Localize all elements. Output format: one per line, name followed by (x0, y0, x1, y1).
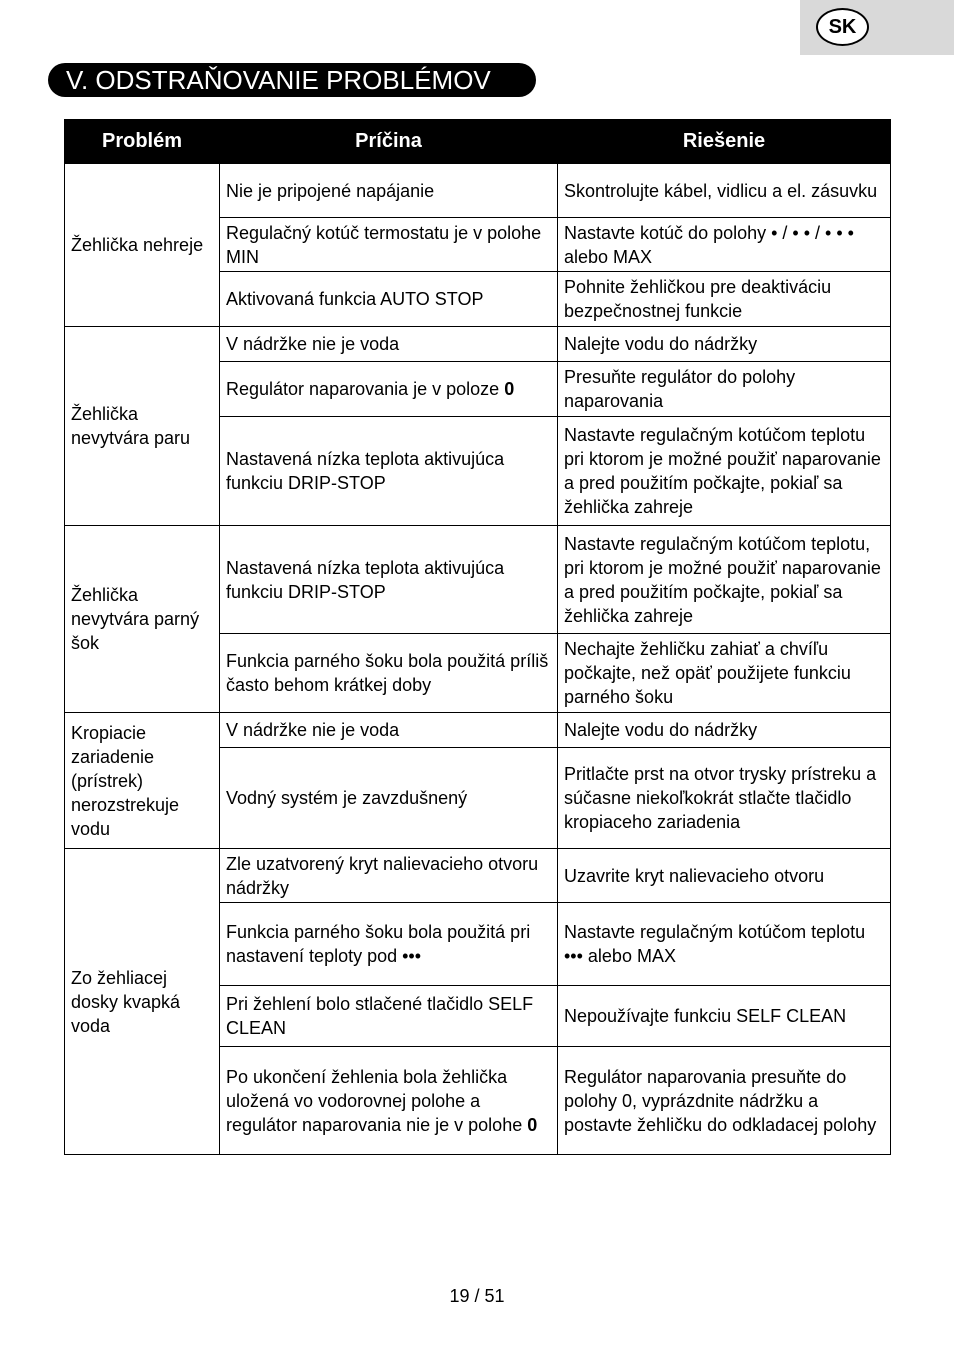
problem-cell: Žehlička nevytvára parný šok (65, 526, 220, 713)
solution-cell: Nepoužívajte funkciu SELF CLEAN (558, 986, 891, 1047)
cause-cell: Nastavená nízka teplota aktivujúca funkciu DRIP-STOP (220, 417, 558, 526)
cause-cell: Funkcia parného šoku bola použitá pri nastavení teploty pod ••• (220, 903, 558, 986)
cause-cell: Regulačný kotúč termostatu je v polohe MIN (220, 218, 558, 272)
header-problem: Problém (65, 120, 220, 164)
cause-cell: Nie je pripojené napájanie (220, 164, 558, 218)
solution-cell: Nastavte regulačným kotúčom teplotu ••• alebo MAX (558, 903, 891, 986)
table-row (65, 327, 891, 362)
table-row (65, 526, 891, 634)
language-badge: SK (816, 8, 869, 46)
table-row (65, 849, 891, 903)
problem-cell: Žehlička nevytvára paru (65, 327, 220, 526)
solution-cell: Nastavte regulačným kotúčom teplotu, pri ktorom je možné použiť naparovanie a pred použitím počkajte, pokiaľ sa žehlička zahreje (558, 526, 891, 634)
language-tab (800, 0, 954, 55)
problem-cell: Kropiacie zariadenie (prístrek) nerozstrekuje vodu (65, 713, 220, 849)
troubleshooting-table (64, 119, 891, 1155)
cause-cell: Vodný systém je zavzdušnený (220, 748, 558, 849)
cause-cell: Zle uzatvorený kryt nalievacieho otvoru nádržky (220, 849, 558, 903)
section-title: V. ODSTRAŇOVANIE PROBLÉMOV (48, 63, 536, 97)
cause-position-value: 0 (504, 379, 515, 399)
cause-cell (220, 1047, 558, 1155)
cause-cell (220, 362, 558, 417)
cause-cell: Nastavená nízka teplota aktivujúca funkciu DRIP-STOP (220, 526, 558, 634)
table-row (65, 164, 891, 218)
solution-cell: Nalejte vodu do nádržky (558, 713, 891, 748)
solution-cell: Nastavte regulačným kotúčom teplotu pri ktorom je možné použiť naparovanie a pred použitím počkajte, pokiaľ sa žehlička zahreje (558, 417, 891, 526)
solution-cell: Presuňte regulátor do polohy naparovania (558, 362, 891, 417)
solution-cell: Nastavte kotúč do polohy • / • • / • • • alebo MAX (558, 218, 891, 272)
solution-cell: Nalejte vodu do nádržky (558, 327, 891, 362)
cause-position-value: 0 (527, 1114, 538, 1135)
problem-cell: Zo žehliacej dosky kvapká voda (65, 849, 220, 1155)
solution-cell: Skontrolujte kábel, vidlicu a el. zásuvku (558, 164, 891, 218)
table-header-row (65, 120, 891, 164)
header-solution: Riešenie (558, 120, 891, 164)
solution-cell: Regulátor naparovania presuňte do polohy 0, vyprázdnite nádržku a postavte žehličku do odkladacej polohy (558, 1047, 891, 1155)
header-cause: Príčina (220, 120, 558, 164)
solution-cell: Pritlačte prst na otvor trysky prístreku a súčasne niekoľkokrát stlačte tlačidlo kropiaceho zariadenia (558, 748, 891, 849)
solution-cell: Nechajte žehličku zahiať a chvíľu počkajte, než opäť použijete funkciu parného šoku (558, 634, 891, 713)
solution-cell: Pohnite žehličkou pre deaktiváciu bezpečnostnej funkcie (558, 272, 891, 327)
problem-cell: Žehlička nehreje (65, 164, 220, 327)
cause-cell: Aktivovaná funkcia AUTO STOP (220, 272, 558, 327)
cause-text: Po ukončení žehlenia bola žehlička uložená vo vodorovnej polohe a regulátor naparovania nie je v polohe (226, 1066, 523, 1135)
page-number: 19 / 51 (449, 1286, 505, 1306)
cause-cell: V nádržke nie je voda (220, 713, 558, 748)
cause-cell: V nádržke nie je voda (220, 327, 558, 362)
table-row (65, 713, 891, 748)
cause-cell: Pri žehlení bolo stlačené tlačidlo SELF CLEAN (220, 986, 558, 1047)
solution-cell: Uzavrite kryt nalievacieho otvoru (558, 849, 891, 903)
cause-cell: Funkcia parného šoku bola použitá príliš často behom krátkej doby (220, 634, 558, 713)
cause-text: Regulátor naparovania je v poloze (226, 379, 500, 399)
